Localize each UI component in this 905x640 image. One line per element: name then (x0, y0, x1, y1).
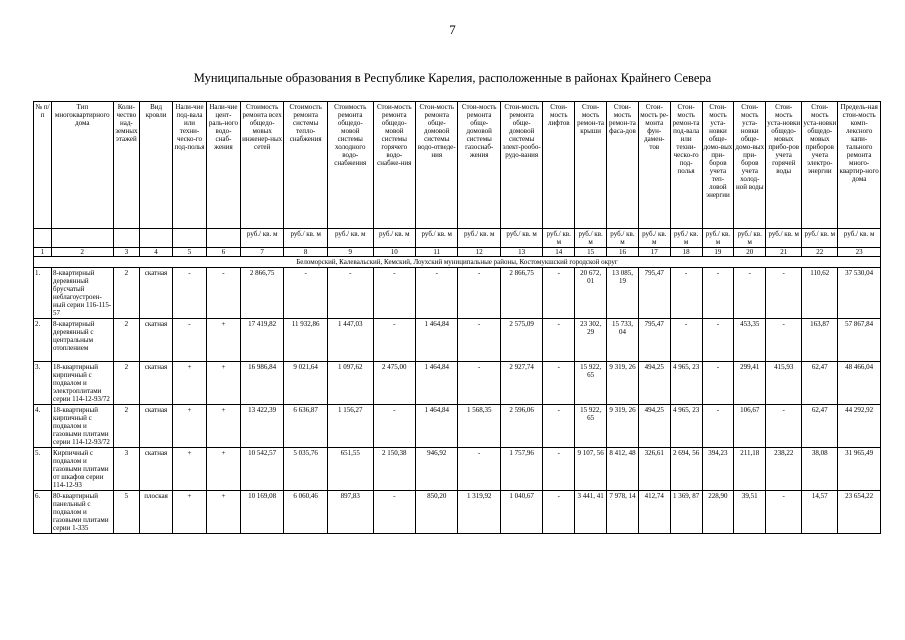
column-header: Нали-чие цент-раль-ного водо-снаб-жения (206, 102, 240, 229)
table-cell: 44 292,92 (838, 405, 881, 448)
table-cell: 326,61 (638, 448, 670, 491)
table-cell: 1 757,96 (500, 448, 542, 491)
column-number: 12 (458, 248, 500, 257)
table-cell: - (543, 268, 575, 319)
unit-cell: руб./ кв. м (327, 229, 373, 248)
table-cell: - (766, 405, 802, 448)
table-cell: 23 302, 29 (575, 319, 607, 362)
table-cell: 3 (113, 448, 140, 491)
table-cell: 2 (113, 268, 140, 319)
unit-cell: руб./ кв. м (575, 229, 607, 248)
table-cell: + (206, 319, 240, 362)
column-number: 21 (766, 248, 802, 257)
table-cell: 10 169,08 (240, 491, 284, 534)
table-cell: 11 932,86 (284, 319, 328, 362)
table-cell: 5 035,76 (284, 448, 328, 491)
table-cell: 2 (113, 319, 140, 362)
unit-cell (140, 229, 173, 248)
table-cell: 110,62 (802, 268, 838, 319)
column-header: Стои-мость ремон-та под-вала или техни-ческо-го под-полья (670, 102, 702, 229)
table-cell: 10 542,57 (240, 448, 284, 491)
table-cell: 20 672, 01 (575, 268, 607, 319)
table-cell: - (702, 268, 734, 319)
column-header: Стои-мость уста-новки общедо-мовых прибо-ров учета горячей воды (766, 102, 802, 229)
table-cell: 5. (34, 448, 52, 491)
table-row (34, 319, 881, 362)
header-row (34, 102, 881, 229)
table-cell: 4. (34, 405, 52, 448)
table-cell: 16 986,84 (240, 362, 284, 405)
table-cell: 9 021,64 (284, 362, 328, 405)
table-cell: 795,47 (638, 319, 670, 362)
column-number: 16 (607, 248, 639, 257)
table-cell: + (173, 405, 207, 448)
table-cell: 17 419,82 (240, 319, 284, 362)
column-number: 22 (802, 248, 838, 257)
unit-cell: руб./ кв. м (543, 229, 575, 248)
table-cell: 15 733, 04 (607, 319, 639, 362)
table-cell: 37 530,04 (838, 268, 881, 319)
table-cell: - (702, 405, 734, 448)
table-cell: 2 694, 56 (670, 448, 702, 491)
table-cell: 6. (34, 491, 52, 534)
table-cell: 23 654,22 (838, 491, 881, 534)
table-cell: - (702, 319, 734, 362)
table-cell: - (284, 268, 328, 319)
table-cell: скатная (140, 268, 173, 319)
column-header: Коли-чество над-земных этажей (113, 102, 140, 229)
unit-cell: руб./ кв. м (416, 229, 458, 248)
table-cell: - (173, 319, 207, 362)
table-cell: 2 866,75 (500, 268, 542, 319)
column-header: Вид кровли (140, 102, 173, 229)
table-cell: + (173, 448, 207, 491)
table-cell: - (373, 319, 415, 362)
unit-cell: руб./ кв. м (240, 229, 284, 248)
column-header: Стои-мость уста-новки обще-домо-вых при-боров учета теп-ловой энергии (702, 102, 734, 229)
table-cell: 9 319, 26 (607, 362, 639, 405)
units-row (34, 229, 881, 248)
table-cell: 453,35 (734, 319, 766, 362)
column-number: 19 (702, 248, 734, 257)
column-number: 18 (670, 248, 702, 257)
table-cell: - (543, 405, 575, 448)
column-number: 13 (500, 248, 542, 257)
column-number: 7 (240, 248, 284, 257)
table-cell: 2 (113, 362, 140, 405)
table-cell: скатная (140, 362, 173, 405)
column-header: № п/п (34, 102, 52, 229)
table-cell: - (458, 319, 500, 362)
column-header: Стои-мость ре-монта фун-дамен-тов (638, 102, 670, 229)
table-cell: 1 464,84 (416, 362, 458, 405)
column-header: Тип многоквартирного дома (52, 102, 114, 229)
unit-cell (206, 229, 240, 248)
region-row (34, 257, 881, 268)
column-number: 4 (140, 248, 173, 257)
table-row (34, 405, 881, 448)
table-cell: 946,92 (416, 448, 458, 491)
column-number: 3 (113, 248, 140, 257)
table-cell: 2 575,09 (500, 319, 542, 362)
column-header: Стои-мость уста-новки обще-домо-вых при-боров учета холод-ной воды (734, 102, 766, 229)
table-cell: 211,18 (734, 448, 766, 491)
table-cell: Кирпичный с подвалом и газовыми плитами от шкафов серии 114-12-93 (52, 448, 114, 491)
unit-cell: руб./ кв. м (638, 229, 670, 248)
table-cell: - (458, 268, 500, 319)
table-cell: - (373, 405, 415, 448)
table-cell: + (206, 405, 240, 448)
table-cell: 1 369, 87 (670, 491, 702, 534)
unit-cell: руб./ кв. м (670, 229, 702, 248)
column-number: 11 (416, 248, 458, 257)
column-header: Стои-мость ремонта обще-домовой системы водо-отведе-ния (416, 102, 458, 229)
unit-cell: руб./ кв. м (838, 229, 881, 248)
table-cell: 62,47 (802, 405, 838, 448)
table-cell: 9 107, 56 (575, 448, 607, 491)
unit-cell: руб./ кв. м (766, 229, 802, 248)
column-header: Стои-мость лифтов (543, 102, 575, 229)
column-number: 9 (327, 248, 373, 257)
table-cell: - (458, 362, 500, 405)
table-cell: 1 447,03 (327, 319, 373, 362)
table-cell: - (702, 362, 734, 405)
table-cell: 8 412, 48 (607, 448, 639, 491)
column-header: Стои-мость ремон-та крыши (575, 102, 607, 229)
table-cell: 1 156,27 (327, 405, 373, 448)
column-header: Стои-мость ремонта обще-домовой системы газоснаб-жения (458, 102, 500, 229)
unit-cell: руб./ кв. м (284, 229, 328, 248)
table-row (34, 268, 881, 319)
table-cell: 299,41 (734, 362, 766, 405)
table-cell: - (373, 268, 415, 319)
table-cell: - (670, 319, 702, 362)
column-header: Стоимость ремонта системы тепло-снабжения (284, 102, 328, 229)
table-cell: 2 (113, 405, 140, 448)
table-cell: - (327, 268, 373, 319)
column-number: 8 (284, 248, 328, 257)
cost-table (33, 101, 881, 534)
column-number: 5 (173, 248, 207, 257)
table-cell: 1. (34, 268, 52, 319)
table-row (34, 448, 881, 491)
table-cell: 412,74 (638, 491, 670, 534)
table-cell: 1 464,84 (416, 319, 458, 362)
table-cell: - (543, 491, 575, 534)
table-cell: 38,08 (802, 448, 838, 491)
table-cell: + (206, 362, 240, 405)
table-cell: 15 922, 65 (575, 405, 607, 448)
table-cell: скатная (140, 405, 173, 448)
table-cell: - (373, 491, 415, 534)
table-cell: 39,51 (734, 491, 766, 534)
table-cell: 4 965, 23 (670, 362, 702, 405)
column-header: Стои-мость ремонта обще-домовой системы элект-рообо-рудо-вания (500, 102, 542, 229)
document-title: Муниципальные образования в Республике Карелия, расположенные в районах Крайнего Севера (193, 71, 712, 85)
table-cell: 1 568,35 (458, 405, 500, 448)
table-cell: + (173, 491, 207, 534)
table-cell: 14,57 (802, 491, 838, 534)
table-cell: скатная (140, 448, 173, 491)
table-cell: 4 965, 23 (670, 405, 702, 448)
table-cell: скатная (140, 319, 173, 362)
table-cell: - (670, 268, 702, 319)
page-number: 7 (449, 22, 456, 37)
unit-cell (34, 229, 52, 248)
table-cell: 3. (34, 362, 52, 405)
column-header: Стоимость ремонта общедо-мовой системы холодного водо-снабжения (327, 102, 373, 229)
table-cell: - (416, 268, 458, 319)
table-cell: 6 060,46 (284, 491, 328, 534)
region-label: Беломорский, Калевальский, Кемский, Лоухский муниципальные районы, Костомукшский городской округ (34, 257, 881, 268)
table-cell: 415,93 (766, 362, 802, 405)
column-header: Стои-мость ремонта общедо-мовой системы горячего водо-снабже-ния (373, 102, 415, 229)
table-cell: 1 319,92 (458, 491, 500, 534)
unit-cell: руб./ кв. м (802, 229, 838, 248)
table-row (34, 491, 881, 534)
column-number: 10 (373, 248, 415, 257)
table-cell: плоская (140, 491, 173, 534)
column-number: 15 (575, 248, 607, 257)
column-header: Предель-ная стои-мость комп-лексного капи-тального ремонта много-квартир-ного дома (838, 102, 881, 229)
table-cell: - (458, 448, 500, 491)
table-cell: + (173, 362, 207, 405)
table-cell: 163,87 (802, 319, 838, 362)
unit-cell: руб./ кв. м (500, 229, 542, 248)
table-cell: 228,90 (702, 491, 734, 534)
unit-cell (113, 229, 140, 248)
table-cell: 31 965,49 (838, 448, 881, 491)
column-header: Стои-мость уста-новки общедо-мовых приборов учета электро-энергии (802, 102, 838, 229)
unit-cell (52, 229, 114, 248)
table-cell: 9 319, 26 (607, 405, 639, 448)
table-cell: 897,83 (327, 491, 373, 534)
column-number: 17 (638, 248, 670, 257)
table-cell: 2 927,74 (500, 362, 542, 405)
table-cell: 18-квартирный кирпичный с подвалом и электроплитами серии 114-12-93/72 (52, 362, 114, 405)
table-cell: 48 466,04 (838, 362, 881, 405)
table-cell: - (206, 268, 240, 319)
table-cell: 2. (34, 319, 52, 362)
table-cell: 795,47 (638, 268, 670, 319)
unit-cell: руб./ кв. м (702, 229, 734, 248)
table-cell: 1 464,84 (416, 405, 458, 448)
table-cell: 2 475,00 (373, 362, 415, 405)
table-cell: 238,22 (766, 448, 802, 491)
table-cell: 8-квартирный деревянный с центральным отоплением (52, 319, 114, 362)
column-number: 6 (206, 248, 240, 257)
table-cell: 106,67 (734, 405, 766, 448)
table-cell: 651,55 (327, 448, 373, 491)
unit-cell (173, 229, 207, 248)
column-number: 20 (734, 248, 766, 257)
column-header: Стоимость ремонта всех общедо-мовых инженер-ных сетей (240, 102, 284, 229)
table-cell: 494,25 (638, 362, 670, 405)
table-cell: 2 150,38 (373, 448, 415, 491)
column-number-row (34, 248, 881, 257)
table-cell: 394,23 (702, 448, 734, 491)
column-number: 1 (34, 248, 52, 257)
table-cell: + (206, 491, 240, 534)
table-cell: 62,47 (802, 362, 838, 405)
table-cell: 494,25 (638, 405, 670, 448)
column-header: Стои-мость ремон-та фаса-дов (607, 102, 639, 229)
column-number: 2 (52, 248, 114, 257)
table-cell: 57 867,84 (838, 319, 881, 362)
column-header: Нали-чие под-вала или техни-ческо-го под-полья (173, 102, 207, 229)
table-cell: 1 097,62 (327, 362, 373, 405)
table-cell: 18-квартирный кирпичный с подвалом и газовыми плитами серии 114-12-93/72 (52, 405, 114, 448)
column-number: 14 (543, 248, 575, 257)
table-cell: + (206, 448, 240, 491)
table-cell: - (734, 268, 766, 319)
table-cell: 15 922, 65 (575, 362, 607, 405)
table-cell: 3 441, 41 (575, 491, 607, 534)
table-cell: - (173, 268, 207, 319)
table-cell: 7 978, 14 (607, 491, 639, 534)
table-cell: - (543, 448, 575, 491)
table-cell: 850,20 (416, 491, 458, 534)
table-cell: 8-квартирный деревянный брусчатый неблагоустроен-ный серии 116-115-57 (53, 269, 112, 317)
table-cell: 6 636,87 (284, 405, 328, 448)
unit-cell: руб./ кв. м (373, 229, 415, 248)
unit-cell: руб./ кв. м (734, 229, 766, 248)
table-cell: 2 596,06 (500, 405, 542, 448)
table-cell: - (766, 319, 802, 362)
table-row (34, 362, 881, 405)
table-cell: - (766, 491, 802, 534)
table-cell: - (543, 362, 575, 405)
unit-cell: руб./ кв. м (458, 229, 500, 248)
column-number: 23 (838, 248, 881, 257)
table-cell: 80-квартирный панельный с подвалом и газовыми плитами серии 1-335 (52, 491, 114, 534)
table-cell: - (543, 319, 575, 362)
table-cell: 13 422,39 (240, 405, 284, 448)
unit-cell: руб./ кв. м (607, 229, 639, 248)
table-cell: 1 040,67 (500, 491, 542, 534)
table-cell: 13 085, 19 (607, 268, 639, 319)
table-cell: - (766, 268, 802, 319)
table-cell: 2 866,75 (240, 268, 284, 319)
table-cell: 5 (113, 491, 140, 534)
